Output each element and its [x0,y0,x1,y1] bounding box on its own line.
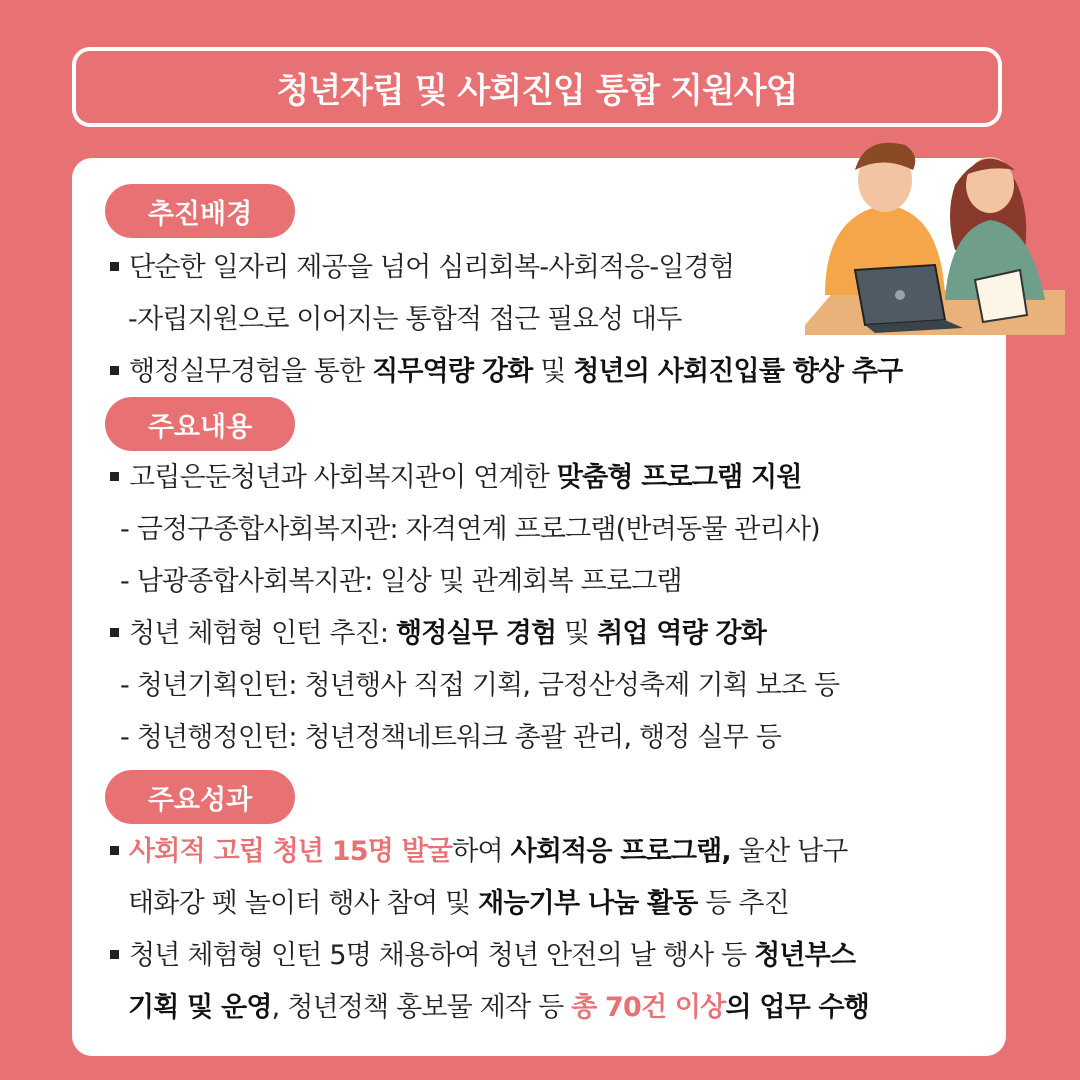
bullet-icon [110,366,119,375]
background-line-1 [110,248,990,288]
bullet-icon [110,628,119,637]
bullet-icon [110,950,119,959]
content-line-5 [120,666,990,706]
text-bold: 의 업무 수행 [725,992,870,1023]
background-line-2 [128,300,990,340]
text: -자립지원으로 이어지는 통합적 접근 필요성 대두 [128,304,682,335]
text: - 청년행정인턴: 청년정책네트워크 총괄 관리, 행정 실무 등 [120,722,781,753]
background-line-3 [110,352,990,392]
text-bold: 재능기부 나눔 활동 [478,888,698,919]
text: 청년 체험형 인턴 추진: [129,618,396,649]
content-line-2 [120,510,990,550]
title-box [72,47,1002,127]
text: 등 추진 [697,888,789,919]
text: , 청년정책 홍보물 제작 등 [271,992,572,1023]
results-line-4 [128,988,990,1028]
bullet-icon [110,262,119,271]
text-bold: 직무역량 강화 [372,356,533,387]
text: 태화강 펫 놀이터 행사 참여 및 [128,888,479,919]
page-title: 청년자립 및 사회진입 통합 지원사업 [276,70,798,111]
text-bold: 취업 역량 강화 [597,618,767,649]
text-accent: 총 70건 이상 [571,992,726,1023]
text-accent: 사회적 고립 청년 15명 발굴 [129,836,453,867]
results-line-2 [128,884,990,924]
content-line-1 [110,458,990,498]
content-line-4 [110,614,990,654]
section-label-results: 주요성과 [105,770,295,824]
results-line-3 [110,936,990,976]
bullet-icon [110,846,119,855]
text: 및 [532,356,574,387]
section-label-content: 주요내용 [105,397,295,451]
text: 청년 체험형 인턴 5명 채용하여 청년 안전의 날 행사 등 [129,940,755,971]
text-bold: 맞춤형 프로그램 지원 [556,462,802,493]
text: - 청년기획인턴: 청년행사 직접 기획, 금정산성축제 기획 보조 등 [120,670,840,701]
bullet-icon [110,472,119,481]
text: 및 [556,618,598,649]
text: 울산 남구 [730,836,848,867]
text: - 금정구종합사회복지관: 자격연계 프로그램(반려동물 관리사) [120,514,820,545]
text-bold: 청년부스 [754,940,856,971]
text: 단순한 일자리 제공을 넘어 심리회복-사회적응-일경험 [129,252,735,283]
text-bold: 행정실무 경험 [395,618,557,649]
content-line-6 [120,718,990,758]
text: 하여 [452,836,511,867]
text: 고립은둔청년과 사회복지관이 연계한 [129,462,557,493]
text-bold: 청년의 사회진입률 향상 추구 [573,356,903,387]
text-bold: 사회적응 프로그램, [510,836,731,867]
section-label-background: 추진배경 [105,184,295,238]
text: 행정실무경험을 통한 [129,356,373,387]
text: - 남광종합사회복지관: 일상 및 관계회복 프로그램 [120,566,682,597]
text-bold: 기획 및 운영 [128,992,272,1023]
content-line-3 [120,562,990,602]
results-line-1 [110,832,990,872]
